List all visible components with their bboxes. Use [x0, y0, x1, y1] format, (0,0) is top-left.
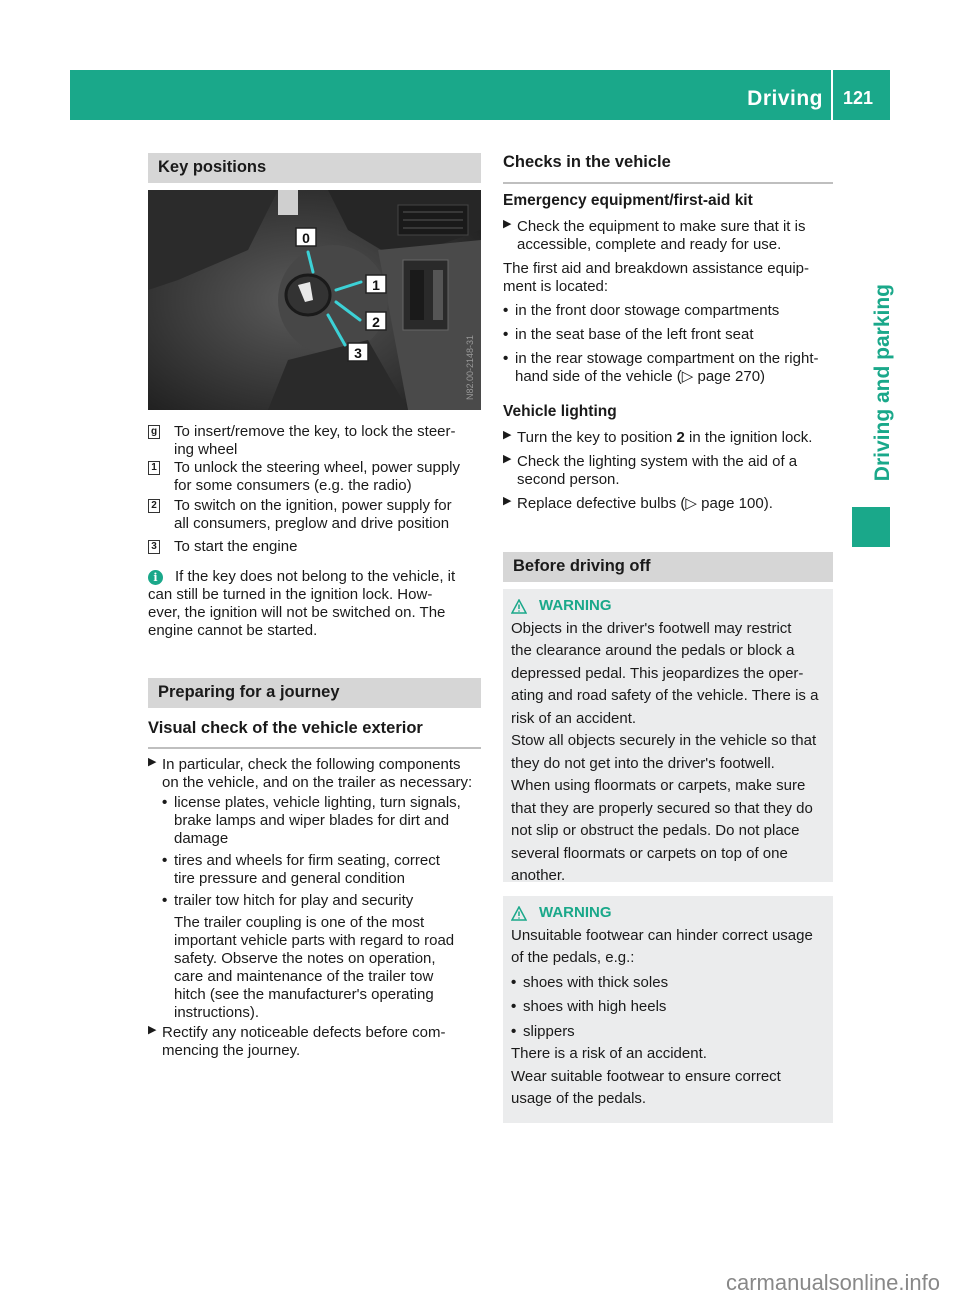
step-arrow-icon: ▶	[503, 495, 512, 507]
warning-line: Objects in the driver's footwell may restrict	[511, 619, 792, 637]
chapter-title: Driving	[747, 87, 823, 110]
bullet-icon: •	[162, 794, 168, 811]
warning-triangle-icon	[511, 599, 527, 614]
step-line: In particular, check the following components	[162, 756, 461, 773]
side-tab[interactable]	[868, 258, 898, 508]
warning-line: not slip or obstruct the pedals. Do not place	[511, 822, 800, 839]
visual-check-list	[148, 756, 481, 1060]
step-arrow-icon: ▶	[148, 756, 157, 768]
warning-box-footwear	[503, 896, 833, 1123]
legend-line: To start the engine	[174, 538, 298, 555]
step-text: Turn the key to position	[517, 429, 677, 446]
key-position-1	[148, 459, 481, 495]
warning-line: ating and road safety of the vehicle. There is a	[511, 687, 819, 704]
step-line: accessible, complete and ready for use.	[517, 236, 782, 253]
ignition-lock-photo	[148, 190, 481, 410]
list-line: tires and wheels for firm seating, correct	[174, 852, 440, 869]
warning-list-item: shoes with high heels	[523, 998, 667, 1015]
key-badge: 3	[148, 540, 160, 554]
note-line: The trailer coupling is one of the most	[174, 914, 425, 931]
list-line: brake lamps and wiper blades for dirt and	[174, 812, 450, 829]
note-line: instructions).	[174, 1004, 260, 1021]
warning-line: they do not get into the driver's footwell.	[511, 754, 775, 772]
section-key-positions	[148, 153, 481, 183]
step-arrow-icon: ▶	[503, 453, 512, 465]
section-title: Before driving off	[513, 557, 651, 576]
warning-line: risk of an accident.	[511, 709, 637, 727]
info-note	[148, 568, 481, 640]
warning-list-item: slippers	[523, 1022, 575, 1040]
warning-label: WARNING	[539, 597, 612, 614]
warning-line: that they are properly secured so that they do	[511, 799, 813, 817]
section-preparing-journey	[148, 678, 481, 708]
warning-line: several floormats or carpets on top of one	[511, 844, 788, 862]
legend-line: To switch on the ignition, power supply for	[174, 497, 452, 514]
para-line: ment is located:	[503, 278, 609, 295]
step-text-bold: 2	[676, 429, 685, 446]
ignition-photo-illustration	[148, 190, 481, 410]
warning-line: another.	[511, 867, 566, 884]
warning-line: Unsuitable footwear can hinder correct usage	[511, 926, 813, 944]
photo-label-0: 0	[302, 230, 310, 246]
section-title: Preparing for a journey	[158, 683, 340, 702]
section-title: Key positions	[158, 158, 267, 177]
photo-label-1: 1	[372, 277, 380, 293]
emergency-title: Emergency equipment/first-aid kit	[503, 192, 753, 209]
warning-line: Wear suitable footwear to ensure correct	[511, 1067, 781, 1085]
warning-line: usage of the pedals.	[511, 1090, 647, 1107]
bullet-icon: •	[511, 973, 517, 991]
step-arrow-icon: ▶	[503, 429, 512, 441]
step-line: Rectify any noticeable defects before com-	[162, 1024, 446, 1041]
key-position-3	[148, 538, 481, 556]
warning-list-item: shoes with thick soles	[523, 973, 669, 991]
section-before-driving	[503, 552, 833, 582]
bullet-icon: •	[503, 302, 509, 319]
info-line: can still be turned in the ignition lock. How-	[148, 586, 433, 603]
warning-line: There is a risk of an accident.	[511, 1045, 707, 1062]
info-line: If the key does not belong to the vehicle, it	[175, 568, 456, 585]
bullet-icon: •	[162, 852, 168, 869]
note-line: important vehicle parts with regard to road	[174, 932, 455, 949]
step-text: in the ignition lock.	[684, 429, 813, 446]
list-line: in the seat base of the left front seat	[515, 326, 754, 343]
warning-line: Stow all objects securely in the vehicle so that	[511, 732, 817, 749]
warning-label: WARNING	[539, 904, 612, 921]
key-badge: 2	[148, 499, 160, 513]
info-line: ever, the ignition will not be switched on. The	[148, 604, 446, 621]
legend-line: To insert/remove the key, to lock the steer-	[174, 423, 456, 440]
list-line: in the front door stowage compartments	[515, 302, 780, 319]
step-arrow-icon: ▶	[148, 1024, 157, 1036]
warning-line: of the pedals, e.g.:	[511, 949, 635, 966]
list-line: tire pressure and general condition	[174, 870, 405, 887]
legend-line: all consumers, preglow and drive position	[174, 515, 450, 532]
list-line: damage	[174, 830, 229, 847]
step-arrow-icon: ▶	[503, 218, 512, 230]
side-tab-label: Driving and parking	[871, 284, 895, 482]
step-line: on the vehicle, and on the trailer as necessary:	[162, 774, 473, 791]
key-position-0	[148, 423, 481, 459]
photo-label-3: 3	[354, 345, 362, 361]
warning-box-footwell	[503, 589, 833, 882]
photo-watermark: N82.00-2148-31	[465, 334, 475, 400]
footer-watermark[interactable]: carmanualsonline.info	[725, 1270, 940, 1295]
step-line: Check the equipment to make sure that it is	[517, 218, 806, 235]
key-badge: g	[148, 425, 160, 439]
note-line: safety. Observe the notes on operation,	[174, 950, 436, 967]
para-line: The first aid and breakdown assistance equip-	[503, 260, 810, 277]
info-line: engine cannot be started.	[148, 622, 318, 639]
warning-line: When using floormats or carpets, make sure	[511, 777, 806, 794]
info-icon: i	[148, 570, 163, 585]
bullet-icon: •	[503, 326, 509, 343]
lighting-title: Vehicle lighting	[503, 403, 617, 420]
list-line: license plates, vehicle lighting, turn signals,	[174, 794, 461, 811]
bullet-icon: •	[162, 892, 168, 909]
lighting-section	[503, 429, 833, 513]
bullet-icon: •	[503, 350, 509, 367]
list-line: trailer tow hitch for play and security	[174, 892, 414, 909]
warning-line: depressed pedal. This jeopardizes the oper-	[511, 664, 804, 682]
step-line: mencing the journey.	[162, 1042, 301, 1059]
photo-label-2: 2	[372, 314, 380, 330]
key-position-2	[148, 497, 481, 533]
bullet-icon: •	[511, 1022, 517, 1040]
bullet-icon: •	[511, 998, 517, 1015]
legend-line: for some consumers (e.g. the radio)	[174, 477, 412, 494]
step-line: Replace defective bulbs (▷ page 100).	[517, 495, 773, 512]
note-line: hitch (see the manufacturer's operating	[174, 986, 434, 1003]
list-line: in the rear stowage compartment on the right-	[515, 350, 819, 367]
header-divider	[831, 70, 833, 120]
checks-title: Checks in the vehicle	[503, 153, 833, 184]
step-line: Check the lighting system with the aid of a	[517, 453, 798, 470]
key-badge: 1	[148, 461, 160, 475]
step-line: second person.	[517, 471, 620, 488]
list-line: hand side of the vehicle (▷ page 270)	[515, 368, 766, 385]
legend-line: To unlock the steering wheel, power supply	[174, 459, 460, 476]
legend-line: ing wheel	[174, 441, 238, 458]
side-tab-marker	[852, 507, 890, 547]
page-number: 121	[843, 88, 874, 108]
warning-triangle-icon	[511, 906, 527, 921]
visual-check-title: Visual check of the vehicle exterior	[148, 719, 481, 749]
emergency-section	[503, 218, 833, 386]
note-line: care and maintenance of the trailer tow	[174, 968, 434, 985]
warning-line: the clearance around the pedals or block a	[511, 642, 795, 659]
